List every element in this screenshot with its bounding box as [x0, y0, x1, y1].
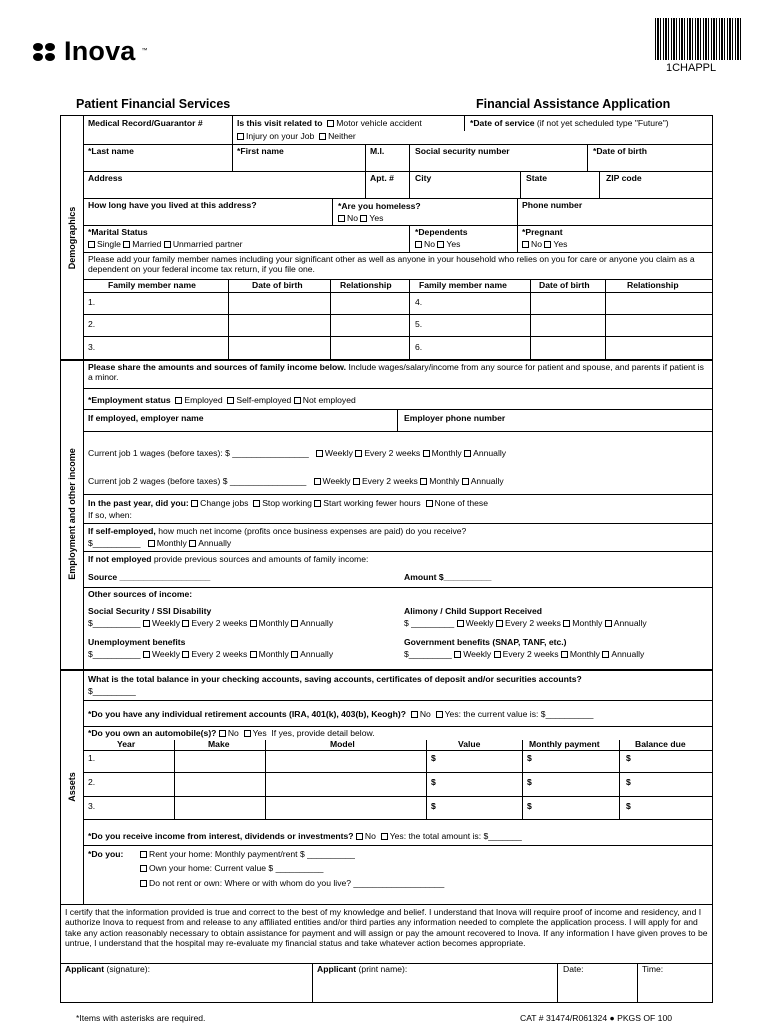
dependents-yes-checkbox[interactable]	[437, 241, 444, 248]
employment-status: *Employment status Employed Self-employed Not employed	[88, 395, 356, 405]
single-checkbox[interactable]	[88, 241, 95, 248]
auto-value: $	[431, 801, 436, 811]
auto-row: 2.	[88, 777, 96, 787]
visit-related: Is this visit related to Motor vehicle accident	[237, 118, 422, 128]
self-annually-checkbox[interactable]	[189, 540, 196, 547]
pregnant-options: No Yes	[522, 240, 567, 250]
auto-value: $	[431, 777, 436, 787]
fam-col-rel-2: Relationship	[627, 280, 679, 290]
date-field[interactable]: Date:	[563, 964, 584, 974]
gov-weekly-checkbox[interactable]	[454, 651, 461, 658]
unemp-amount: $__________ Weekly Every 2 weeks Monthly Annually	[88, 649, 334, 659]
fam-col-rel: Relationship	[340, 280, 392, 290]
do-you-label: *Do you:	[88, 849, 124, 859]
injury-checkbox[interactable]	[237, 133, 244, 140]
un-monthly-checkbox[interactable]	[250, 651, 257, 658]
gov-amount: $_________ Weekly Every 2 weeks Monthly Annually	[404, 649, 645, 659]
homeless-label: *Are you homeless?	[338, 201, 421, 211]
al-weekly-checkbox[interactable]	[457, 620, 464, 627]
homeless-options: No Yes	[338, 214, 383, 224]
auto-balance: $	[626, 801, 631, 811]
state-label: State	[526, 173, 548, 183]
al-every2-checkbox[interactable]	[496, 620, 503, 627]
own-checkbox[interactable]	[140, 865, 147, 872]
other-sources-label: Other sources of income:	[88, 589, 193, 599]
form-code: 1CHAPPL	[666, 62, 717, 74]
dependents-no-checkbox[interactable]	[415, 241, 422, 248]
certification: I certify that the information provided is true and correct to the best of my knowledge and belief. I understand that Inova will require proof of income and residency, and I authorize Inova to request from and release to any affiliated entities and/or third parties any information needed to complete the application process. I will apply for and take any action reasonably necessary to obtain assistance for payment and will assign or pay the amount recovered to Inova. If any information I have given proves to be untrue, I understand that the hospital may re-evaluate my financial status and take whatever action becomes appropriate.	[65, 907, 708, 948]
ss-annually-checkbox[interactable]	[291, 620, 298, 627]
auto-col-make: Make	[208, 739, 230, 749]
gov-annually-checkbox[interactable]	[602, 651, 609, 658]
rent-option: Rent your home: Monthly payment/rent $ __________	[140, 850, 355, 860]
auto-monthly: $	[527, 777, 532, 787]
balance-amount: $_________	[88, 686, 136, 696]
alimony-label: Alimony / Child Support Received	[404, 606, 542, 616]
auto-col-balance: Balance due	[635, 739, 686, 749]
family-row: 1.	[88, 297, 96, 307]
gov-monthly-checkbox[interactable]	[561, 651, 568, 658]
job1-every2-checkbox[interactable]	[355, 450, 362, 457]
marital-options: Single Married Unmarried partner	[88, 240, 243, 250]
how-long-label: How long have you lived at this address?	[88, 200, 257, 210]
marital-label: *Marital Status	[88, 227, 148, 237]
inova-logo	[30, 36, 148, 67]
neither-checkbox[interactable]	[319, 133, 326, 140]
interest-question: *Do you receive income from interest, dividends or investments? No Yes: the total amount is: $_______	[88, 831, 522, 841]
rent-checkbox[interactable]	[140, 851, 147, 858]
family-row: 5.	[415, 319, 423, 329]
mi-label: M.I.	[370, 146, 385, 156]
own-option: Own your home: Current value $ __________	[140, 864, 323, 874]
auto-col-year: Year	[117, 739, 136, 749]
fam-col-name-2: Family member name	[419, 280, 507, 290]
unemployment-label: Unemployment benefits	[88, 637, 186, 647]
family-intro: Please add your family member names including your significant other as well as anyone in your household who relies on you for care or anyone you claim as a dependent on your federal income tax return, if you file one.	[88, 254, 695, 274]
un-weekly-checkbox[interactable]	[143, 651, 150, 658]
job2-weekly-checkbox[interactable]	[314, 478, 321, 485]
dependents-options: No Yes	[415, 240, 460, 250]
married-checkbox[interactable]	[123, 241, 130, 248]
al-annually-checkbox[interactable]	[605, 620, 612, 627]
ira-question: *Do you have any individual retirement accounts (IRA, 401(k), 403(b), Keogh)? No Yes: the current value is: $__________	[88, 709, 594, 719]
auto-col-value: Value	[458, 739, 481, 749]
asterisk-note: *Items with asterisks are required.	[76, 1013, 206, 1023]
auto-col-monthly: Monthly payment	[529, 739, 600, 749]
employer-phone-label: Employer phone number	[404, 413, 506, 423]
dependents-label: *Dependents	[415, 227, 468, 237]
self-monthly-checkbox[interactable]	[148, 540, 155, 547]
apt-label: Apt. #	[370, 173, 394, 183]
ss-monthly-checkbox[interactable]	[250, 620, 257, 627]
trademark: ™	[141, 48, 148, 55]
stop-working-checkbox[interactable]	[253, 500, 260, 507]
signature-field[interactable]: Applicant (signature):	[65, 964, 151, 974]
int-no-checkbox[interactable]	[356, 833, 363, 840]
homeless-no-checkbox[interactable]	[338, 215, 345, 222]
side-demographics: Demographics	[60, 116, 84, 359]
alimony-amount: $ _________ Weekly Every 2 weeks Monthly Annually	[404, 618, 647, 628]
neither-own-checkbox[interactable]	[140, 880, 147, 887]
al-monthly-checkbox[interactable]	[563, 620, 570, 627]
address-label: Address	[88, 173, 123, 183]
auto-no-checkbox[interactable]	[219, 730, 226, 737]
auto-row: 1.	[88, 753, 96, 763]
job1-annually-checkbox[interactable]	[464, 450, 471, 457]
job1-weekly-checkbox[interactable]	[316, 450, 323, 457]
job2-wages: Current job 2 wages (before taxes) $ ________________ Weekly Every 2 weeks Monthly Annually	[88, 476, 504, 486]
auto-monthly: $	[527, 753, 532, 763]
fam-col-dob-2: Date of birth	[539, 280, 590, 290]
zip-label: ZIP code	[606, 173, 642, 183]
unmarried-checkbox[interactable]	[164, 241, 171, 248]
self-employed-q: If self-employed, how much net income (profits once business expenses are paid) do you receive?	[88, 526, 467, 536]
ira-no-checkbox[interactable]	[411, 711, 418, 718]
if-so-label: If so, when:	[88, 510, 132, 520]
not-employed-checkbox[interactable]	[294, 397, 301, 404]
time-field[interactable]: Time:	[642, 964, 664, 974]
un-every2-checkbox[interactable]	[182, 651, 189, 658]
balance-question: What is the total balance in your checking accounts, saving accounts, certificates of deposit and/or securities accounts?	[88, 674, 582, 684]
ssn-label: Social security number	[415, 146, 510, 156]
auto-row: 3.	[88, 801, 96, 811]
auto-balance: $	[626, 753, 631, 763]
last-name-label: *Last name	[88, 146, 134, 156]
dob-label: *Date of birth	[593, 146, 647, 156]
auto-balance: $	[626, 777, 631, 787]
auto-value: $	[431, 753, 436, 763]
fam-col-name: Family member name	[108, 280, 196, 290]
homeless-yes-checkbox[interactable]	[360, 215, 367, 222]
self-employed-checkbox[interactable]	[227, 397, 234, 404]
application-form	[60, 115, 713, 1023]
job2-every2-checkbox[interactable]	[353, 478, 360, 485]
neither-option: Do not rent or own: Where or with whom do you live? ___________________	[140, 879, 444, 889]
income-intro: Please share the amounts and sources of family income below. Include wages/salary/income from any source for patient and spouse, and parents if patient is a minor.	[88, 362, 704, 382]
side-assets: Assets	[60, 669, 84, 904]
ira-yes-checkbox[interactable]	[436, 711, 443, 718]
government-label: Government benefits (SNAP, TANF, etc.)	[404, 637, 567, 647]
social-security-label: Social Security / SSI Disability	[88, 606, 212, 616]
fewer-hours-checkbox[interactable]	[314, 500, 321, 507]
side-employment: Employment and other income	[60, 359, 84, 669]
motor-checkbox[interactable]	[327, 120, 334, 127]
fam-col-dob: Date of birth	[252, 280, 303, 290]
ss-weekly-checkbox[interactable]	[143, 620, 150, 627]
auto-col-model: Model	[330, 739, 355, 749]
family-row: 4.	[415, 297, 423, 307]
print-name-field[interactable]: Applicant (print name):	[317, 964, 408, 974]
phone-label: Phone number	[522, 200, 583, 210]
gov-every2-checkbox[interactable]	[494, 651, 501, 658]
visit-related-options: Injury on your Job Neither	[237, 132, 356, 142]
catalog-number: CAT # 31474/R061324 ● PKGS OF 100	[520, 1013, 673, 1023]
past-year: In the past year, did you: Change jobs Stop working Start working fewer hours None of these	[88, 498, 489, 508]
family-row: 2.	[88, 319, 96, 329]
family-row: 6.	[415, 342, 423, 352]
job1-wages: Current job 1 wages (before taxes): $ ________________ Weekly Every 2 weeks Monthly Annually	[88, 448, 507, 458]
source-field: Source ___________________	[88, 572, 211, 582]
inova-flower-icon	[30, 41, 58, 63]
ss-every2-checkbox[interactable]	[182, 620, 189, 627]
job2-annually-checkbox[interactable]	[462, 478, 469, 485]
date-of-service: *Date of service (if not yet scheduled type "Future")	[470, 118, 669, 128]
auto-monthly: $	[527, 801, 532, 811]
form-title: Financial Assistance Application	[476, 97, 671, 111]
brand-name: Inova	[64, 36, 136, 66]
pregnant-label: *Pregnant	[522, 227, 563, 237]
pregnant-yes-checkbox[interactable]	[544, 241, 551, 248]
city-label: City	[415, 173, 432, 183]
un-annually-checkbox[interactable]	[291, 651, 298, 658]
not-employed-q: If not employed provide previous sources and amounts of family income:	[88, 554, 369, 564]
self-employed-amount: $__________ Monthly Annually	[88, 538, 232, 548]
mrn-label: Medical Record/Guarantor #	[88, 118, 203, 128]
auto-yes-checkbox[interactable]	[244, 730, 251, 737]
change-jobs-checkbox[interactable]	[191, 500, 198, 507]
job1-monthly-checkbox[interactable]	[423, 450, 430, 457]
auto-question: *Do you own an automobile(s)? No Yes If yes, provide detail below.	[88, 728, 375, 738]
amount-field: Amount $__________	[404, 572, 492, 582]
employer-label: If employed, employer name	[88, 413, 204, 423]
first-name-label: *First name	[237, 146, 284, 156]
barcode	[655, 18, 741, 60]
department-title: Patient Financial Services	[76, 97, 231, 111]
none-checkbox[interactable]	[426, 500, 433, 507]
employed-checkbox[interactable]	[175, 397, 182, 404]
int-yes-checkbox[interactable]	[381, 833, 388, 840]
ss-amount: $__________ Weekly Every 2 weeks Monthly Annually	[88, 618, 334, 628]
job2-monthly-checkbox[interactable]	[420, 478, 427, 485]
pregnant-no-checkbox[interactable]	[522, 241, 529, 248]
family-row: 3.	[88, 342, 96, 352]
